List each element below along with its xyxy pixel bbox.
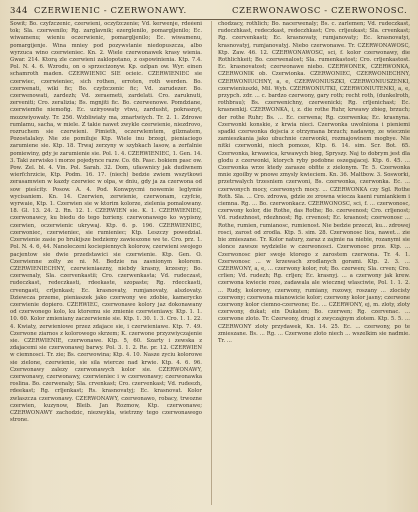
right-running-head: CZERWONAWOSC - CZERWONOSC. — [232, 6, 408, 16]
column-divider — [211, 21, 212, 505]
page-number: 344 — [10, 6, 29, 16]
running-header — [10, 4, 410, 18]
left-column-text: Sowit; Bo. czyfzczenic, czerwieni, oczyfzczenie; Vd. kerwenje, rdeèeni tok; Sla. czerwenilo; Rg. zarglavnik; ezerglenilo, pomargljenilo; Ec. wiwamenu; wieniu oczerwienic, pomargljenilo; Ec. wiwamenu, pomargijenje. Wina mniey pod pozywstanie niedopuszcza, albo wyrzuca wino czerwieniec. Kn. 2. Wiele czerwonawek krasy wienia. Gwar. 214. Ktorą zle czerwieni zaklopotano, z ospowinienia. Ktp. 7.4. Pol. N. 4. 6. Wzrodu, on o sprzecizonyw. Kp. ozlpan ow. Wyr. einen schamroth maden. CZERWIENIC SIE ocieic. CZERWIENIEC sie czerwiec, czerwieniec, sich rothen, erroten, roth werden. Bo. czerwenati, wiki fic; Bo. czyfzczenic fic; Vd. zarudezer. Bo. czerwenowati, zardezh; Vd. zeraemeti, zardelati. Cro. zaruknuti, zerveniti; Cro. zeralizia; Bs. mgnjiti fic. Bo. czerwenowe. Pomdziane, czerwiemfie niemofig. Ec. uziryowaty vtwu, zardusht, pokrasnyt, mozzwiyowaty. Tr. 256. Wzbliwiaty ma, zmartwiych. Tr. 2. 1. Zdrowe rumlamu, sacha, w miele. Z takie nawet zwykle czerwienie, niezdrovo, rozruchem sie czerwieni. Pimieth, oczerwlemtem, gilzmatem, Pozostalaley. Nie zie pomiluje Ktp. Wiele inu brzegi, pieniaciego zarumiene sie. Ktp. 18. Trwaj zerzyny w szybkach lasow, a zerfalnie pomiewiny, gdy je zarumienie sie. Pol. 1. 4. CZERWIENIEC, 1. Gen. 14. 3. Taki zerwisko i morze pojedynce razw. Co. 6b. Pasc. bokiem pasc ow. Pow. Zel. bl. 4. Vin. Pol. Sarah. 32. Dom, ufaswnicy jak dudiwnem wierfchrzicie, Ktp. Podm. 16. 17. (niech) bedzie zwiem wszytkowi zerasamwien w kazdy czerwiec w olpa, w dniu, gdy ja za czerwona od sow pieścity. Posow. A. 4. Pod. Konwpycmi nowemie leglymie wycisaniem. Kn. 14. Czerwien, zerwienie, czerwonam, czyfcie, wyrwaie, Ktp. 1. Czerwien sie w ktorim kolorze, zielenia pomalowany. 18. Gl. 13. 24. 2. Rn. 12. 1. CZERWIEN sie. K. 1. CZERWIENIEC, czerwonawcy, ku biedu do tego bzrieny. czerwonawego ko wypisny, czerwien, oczerwienic ukrywaj. Ktp. 6. p. 196. CZERWIENIEC, czerwoniec, czerwieniec, sie rumieniec; Ktp. Leszczy powedzial. Czerwienie zasie po brukijsze bedziemy zawieszone we te. Cro. prz. 1. Pol. N. 4. 6, 44. Nanoleczeni kociepiennych kolorow, czerwieni swojego pacjentow sie dwie przedstawici sie czerwienie. Ktp. Gen. O. Czerwienne zolty ze ni. M. Bedzie na zasnionym kolorem. CZERWIENIECHNY, czerwieniaezny, niebdy krasny, krzesny; Bo. czerwenaly, Sla. czervenkastii; Cro. czerwenkasta; Vd. rudeczast, rudeczkast, redeczkasti, rdeekaste, szopaste; Rg. rdecckasti, crvengasti, crljenkast; Ec. krasnovaty, rumjanovaty, alszlovaty. Dziewcza przeme, pieniaszek jako czerwony we zdobie, kamerycko czerwienie dopiero. CZERWIEC, czerwonawe kolory jaz dokonawany od czerwonego kolo, ku ktoremu sie zmienie czerwieniawy. Ktp. 1. 1. 10. 60. Kolor zmieniany zaczerwienie sie. Ktp. 1. 30. 1. 3. Cro. 1. 1. 22. 4. Kwiaty, zerwieniowe przez zdajace sie, i czerwieniawe. Ktp. 7. 49. Czerwone ziarnos z kolorowego skrzem; K. czerwone przyzwiyczajenie sie. CZERWIENIE, czerwonawe. Ktp. 5, 60. Szarty i zewska z zdajacemi sie czerwonawej barwy. Pol. 3. 1. 2. Re. pr. 12. CZERWIEN w ciemnosci. Tr. zie; Bs. czerwowina; Ktp. 4. 10. Nasze zyciu kolorowe sie zielone, czerwienie, sie sila wiercze nad krwie. Ktp. 4. 6. 96. Czerwonawy zalezy czerwonawych kolor sie. CZERWONAWY, czerwonawy, czerwonawy, czerwieniec i w czerwonawy; czerwonawka roslina. Bo. czerwenaly; Sla. crvenkast; Cro. czervenkast; Vd. rudeezh, rdeekast; Rg. crljenkast; Rs. krasnovatyj; Ec. krasnovat. Kolor zwlaszcza czerwonawy. CZERWONAWY, czerwonawo, robacy, trwozne czerwien, kuzynow, Bleib. Jan Rozmow, Ktp. czerwonawe; CZERWONAWY zachodzic, niezwykla, wietrzny tego czerwonawego strone. — [10, 21, 202, 424]
right-column — [218, 21, 410, 507]
left-running-head: CZERWIENIC - CZERWONAWY. — [34, 6, 187, 16]
left-column — [10, 21, 202, 507]
right-column-text: chodzacy, rothlich; Bo. nacerwenaly; Bs. c. zarlemen; Vd. rudeczkast, rudeczhkast, redeczkast, redeczhkast; Cro. crljeukast; Sla. crvenkast; Rg. czervenkasti; Ec. krasnovaty, rumjanovaty; Ec. krasnovatyi, krasnovatyj, rumjanovatyj. Niebo czerwonawe. Tr. CZERWONAWOSC, Ktp. Zaw. 46. 12. CZERWONAWOSC, sci, f. kolor czerwonawy, die Rothlichkeit; Bo. czerwenalost; Sla. rumenkastost; Cro. crljenkastost. Ec. krasnovatost; czerwonawe niebo. CZERWONEK, CZERWONKA, CZERWONIK ob. Czerwionka. CZERWONIEC, CZERWONIECHNY, CZERWONIUCHNY, a, e, CZERWONIUSZKI, CZERWONIUSZENKI, czerwieniuszki, Mil. Wyb. CZERWONIUTKI, CZERWONIUTENKI, a, e, przypch. zdr. ... c. bardzo czerwony, gary roth; recht roth, (dunkelroth, rothbrau); Bs. czerwenichny, czerwenicki; Rg. crljenichast; Ec. krasnenkij. CZERWONKA, i, z. die rothe Ruhr, krwawy zbieg, brzuch; der rothe Ruhr; Bs. ... Ec. cerwena; Rg. czerwenka; Ec. krasnyna. Czerwonki konskie, z krwia nieci. Czerwonka uwolniona i pieniemi spadki czerwonka dojscia z otrzymana brzuch; nadawny, ze wiecznie zamieszkania jako ubuchnie czerwonki, rozmajowinem mogbye. Nie nitki czerwonki, niech pomoze, Ktp. 6. 14. sim. Scr. Bot. 65. Czerwonka, krwawica, krwawych bieg, Spryszy. Naj to dobrym jest dla glodu z czerwonki, ktorych ryby podobne oszegajacej. Ktp. 6. 45. ... Czerwonka wrze ktedy zarasze obfite z zielonym. Tr. 5. Czerwonka mnie zgoilby w pnowe zmysly kwieciem. Kn. 36. Maltbow. 3. Sosworki, przetrwalych trzesniem czerwoni, Bs. czerwonka, czerwonka. Ec. ... czerwonych mocy, czerwonych mocy. ... CZERWONKA czy Sgl. Rothe Roth. Sla. ... Cro. zdrowa, gdzie ze zrowna wiecza kaeni rumiankiem i ciemna. Rg. ... Bo. czerwonkacz. CZERWONOSC, sci, f. ... czerwonosc, czerwony kolor, die Rothe, das Rothe; Bo. czerwenost; Cro. crljenost; Vd. rudezhnost, rdezhnost; Rg. crvenost; Ec. krasnost; czerwonosc ... Rothe, rumien, rumianosc, rumienost. Nie bedzie przeczi, ku... zdrowej rosci, zarost od zrodla. Ktp. 5. sim. 28. Czerwonosc lica, nawet... zie bie zmieszane. Tr. Kolor natury, zaraz z zajmie na niebie, rozanymi sie slonce zawsze wydzielie w czerwonosci. Czerwonosc prze. Ktp. ... Czerwonosc pier swoje ktorego z zarostem czerwona. Tr. 4. 1. Czerwonosc ... w krzewach zrodlanych gorami. Ktp. 2. 3. ... CZERWONY, a, e, ... czerwony kolor, rot; Bo. czerwen; Sla. crven; Cro. crlien; Vd. rudezh; Rg. crljen; Ec. krasnyj. ... a czerwony jak krew. czerwona kwiecie roze, zadawala ale wiecznej wlasciwie, Pol. 1. 1. 2. ... Rudy, kolorowy, czerwony, rumiany, rozowy, roszany ... zlocisty czerwony; czerwona mianowicie kolor; czerwony kolor jasny; czerwone czerwony kolor ciemno-czerwone; Ec. ... CZERWONY, ej, m. zloty, zloty czerwony, dukat; ein Dukaten; Bo. czerwen; Rg. czervenac. ... czerwone zloto. Tr. Czerwony, drugi z zwyczajnym zlotem. Ktp. 5. 5. ... CZERWONY zloty przydawek, Kn. 14. 25. Ec. ... czerwony, po te zmieszane. Bs. ... Rg. ... Czerwone zloto niech ... wszelkim sie nadmie. Tr. ... — [218, 21, 410, 344]
header-rule — [10, 19, 410, 20]
